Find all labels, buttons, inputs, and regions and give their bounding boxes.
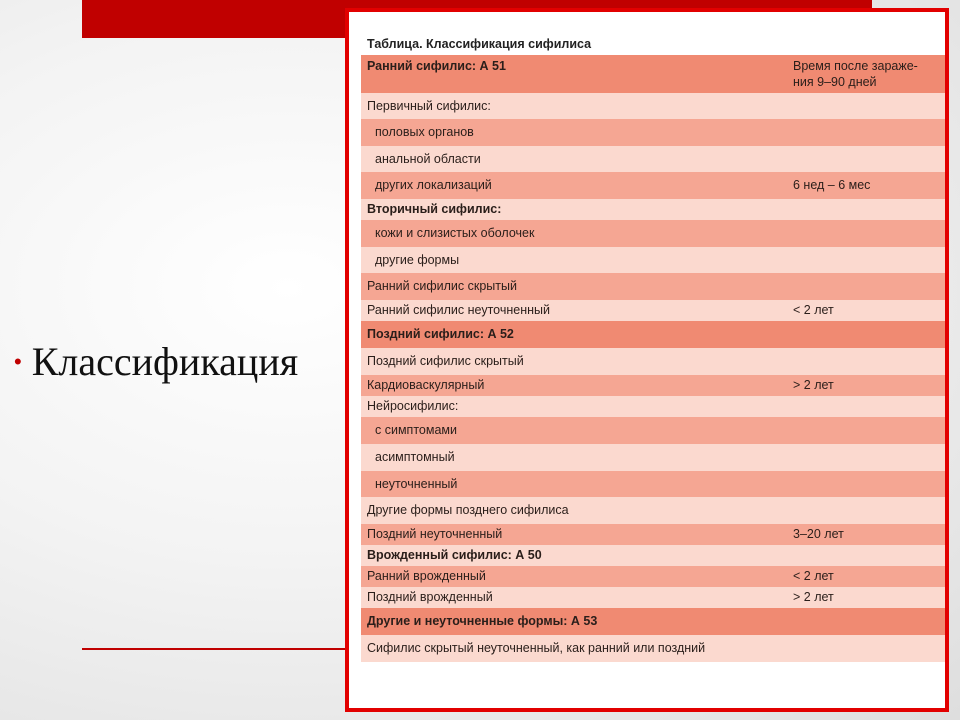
row-name: Другие и неуточненные формы: А 53 <box>367 614 598 628</box>
table-row <box>361 635 945 662</box>
bullet-item <box>14 338 298 385</box>
row-time: 3–20 лет <box>793 527 844 541</box>
row-name: Ранний сифилис: А 51 <box>367 59 506 73</box>
row-name: кожи и слизистых оболочек <box>375 226 535 240</box>
table-row <box>361 55 945 93</box>
table-row <box>361 273 945 300</box>
row-time: > 2 лет <box>793 378 834 392</box>
table-row <box>361 471 945 497</box>
table-row <box>361 396 945 417</box>
classification-table <box>361 33 945 662</box>
row-name: Вторичный сифилис: <box>367 202 502 216</box>
row-name: Поздний сифилис: А 52 <box>367 327 514 341</box>
row-name: Ранний сифилис скрытый <box>367 279 517 293</box>
bullet-text: Классификация <box>31 339 299 384</box>
table-row <box>361 220 945 247</box>
row-name: Сифилис скрытый неуточненный, как ранний или поздний <box>367 641 706 655</box>
table-row <box>361 566 945 587</box>
table-row <box>361 587 945 608</box>
row-name: с симптомами <box>375 423 457 437</box>
table-row <box>361 119 945 146</box>
table-row <box>361 300 945 321</box>
table-row <box>361 524 945 545</box>
bullet-dot-icon: • <box>14 348 22 374</box>
row-name: Ранний врожденный <box>367 569 486 583</box>
classification-table-frame <box>345 8 949 712</box>
table-row <box>361 321 945 348</box>
row-time: > 2 лет <box>793 590 834 604</box>
table-row <box>361 199 945 220</box>
row-name: других локализаций <box>375 178 492 192</box>
table-row <box>361 444 945 471</box>
table-row <box>361 545 945 566</box>
row-name: неуточненный <box>375 477 458 491</box>
table-row <box>361 497 945 524</box>
table-title: Таблица. Классификация сифилиса <box>367 37 592 51</box>
row-name: другие формы <box>375 253 460 267</box>
row-name: Нейросифилис: <box>367 399 459 413</box>
table-row <box>361 375 945 396</box>
table-body <box>361 55 945 662</box>
row-name: Поздний сифилис скрытый <box>367 354 524 368</box>
row-name: Ранний сифилис неуточненный <box>367 303 550 317</box>
row-name: асимптомный <box>375 450 455 464</box>
row-time: < 2 лет <box>793 303 834 317</box>
row-name: Врожденный сифилис: А 50 <box>367 548 542 562</box>
row-name: половых органов <box>375 125 474 139</box>
row-name: Поздний неуточненный <box>367 527 503 541</box>
bottom-accent-line <box>82 648 352 650</box>
table-row <box>361 348 945 375</box>
table-row <box>361 172 945 199</box>
row-time: Время после зараже- ния 9–90 дней <box>793 59 918 89</box>
table-row <box>361 608 945 635</box>
row-name: Первичный сифилис: <box>367 99 491 113</box>
row-name: Другие формы позднего сифилиса <box>367 503 569 517</box>
row-time: < 2 лет <box>793 569 834 583</box>
table-row <box>361 93 945 119</box>
row-name: Поздний врожденный <box>367 590 493 604</box>
table-row <box>361 417 945 444</box>
table-row <box>361 247 945 273</box>
table-row <box>361 146 945 172</box>
row-name: анальной области <box>375 152 481 166</box>
row-time: 6 нед – 6 мес <box>793 178 871 192</box>
row-name: Кардиоваскулярный <box>367 378 485 392</box>
